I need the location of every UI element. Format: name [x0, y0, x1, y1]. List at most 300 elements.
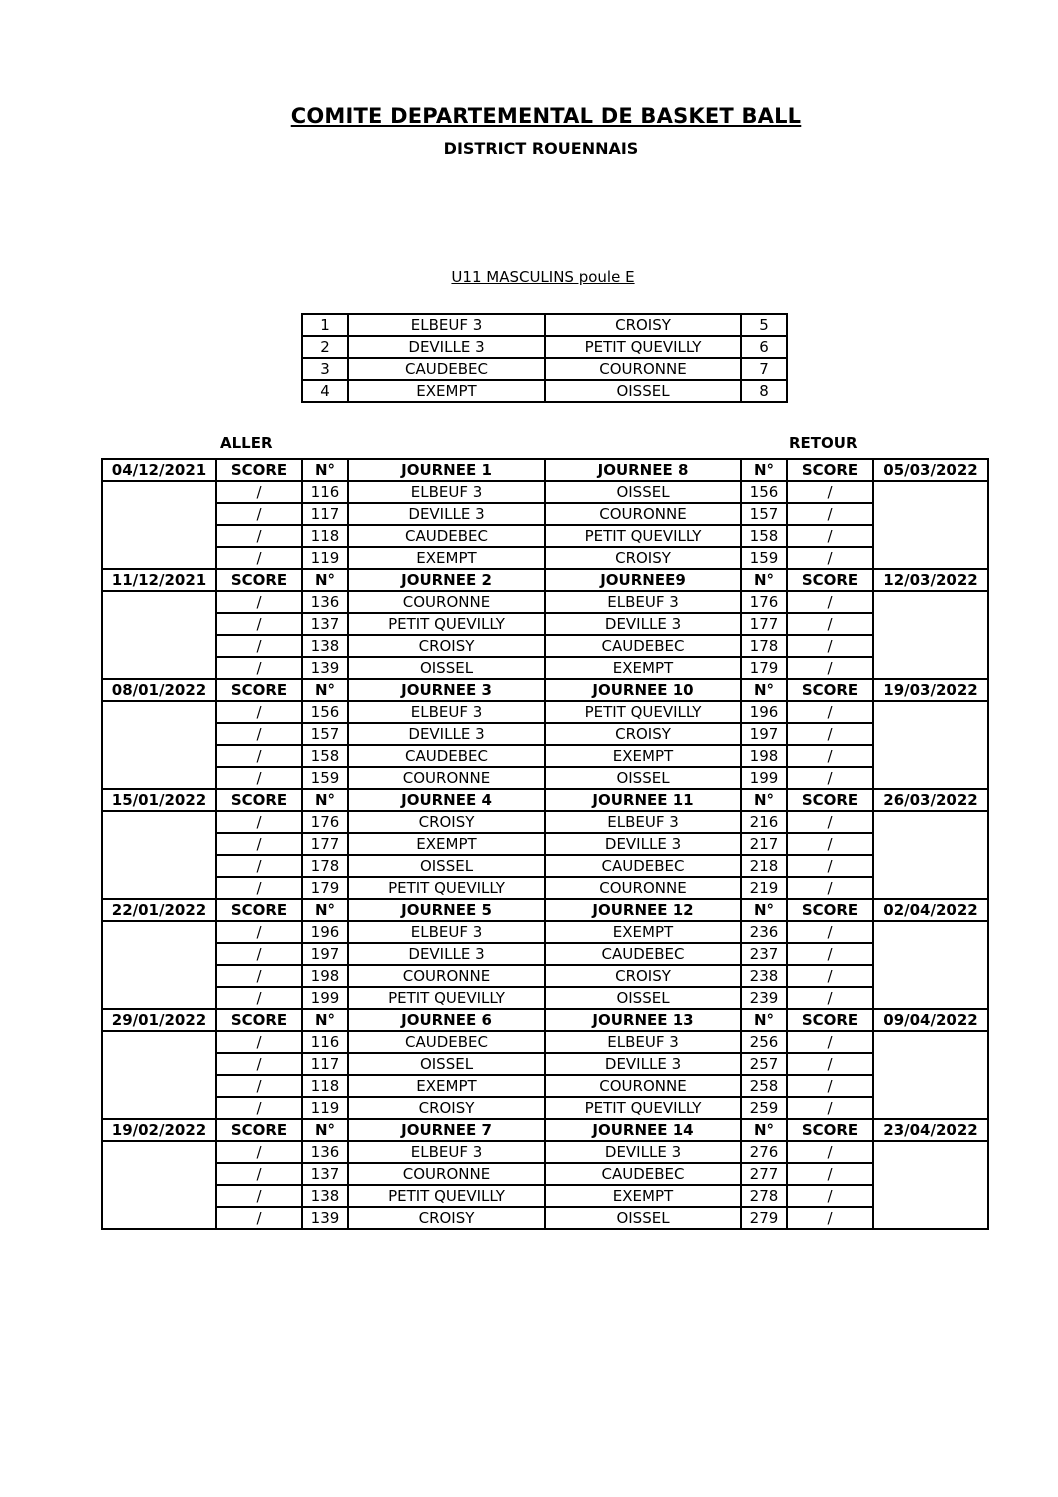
number-header: N° [741, 569, 787, 591]
empty-date-cell [102, 657, 216, 679]
retour-match-number: 239 [741, 987, 787, 1009]
retour-match-number: 158 [741, 525, 787, 547]
team-name: PETIT QUEVILLY [545, 336, 741, 358]
empty-date-cell [102, 921, 216, 943]
empty-date-cell [102, 591, 216, 613]
number-header: N° [302, 789, 348, 811]
score-header: SCORE [216, 1009, 302, 1031]
empty-date-cell [873, 855, 988, 877]
number-header: N° [302, 569, 348, 591]
match-row [102, 613, 988, 635]
aller-score: / [216, 877, 302, 899]
aller-match-number: 119 [302, 547, 348, 569]
aller-match-number: 119 [302, 1097, 348, 1119]
retour-score: / [787, 921, 873, 943]
empty-date-cell [873, 1185, 988, 1207]
match-row [102, 591, 988, 613]
retour-score: / [787, 723, 873, 745]
away-team: EXEMPT [545, 921, 741, 943]
away-team: CROISY [545, 547, 741, 569]
home-team: EXEMPT [348, 833, 545, 855]
retour-match-number: 176 [741, 591, 787, 613]
retour-date: 02/04/2022 [873, 899, 988, 921]
match-row [102, 525, 988, 547]
empty-date-cell [102, 1097, 216, 1119]
team-number: 2 [302, 336, 348, 358]
retour-score: / [787, 547, 873, 569]
retour-date: 09/04/2022 [873, 1009, 988, 1031]
retour-score: / [787, 635, 873, 657]
empty-date-cell [873, 657, 988, 679]
team-row [302, 380, 787, 402]
retour-match-number: 238 [741, 965, 787, 987]
aller-date: 04/12/2021 [102, 459, 216, 481]
retour-date: 12/03/2022 [873, 569, 988, 591]
home-team: OISSEL [348, 1053, 545, 1075]
empty-date-cell [873, 833, 988, 855]
retour-score: / [787, 855, 873, 877]
match-row [102, 811, 988, 833]
aller-journee: JOURNEE 3 [348, 679, 545, 701]
retour-match-number: 199 [741, 767, 787, 789]
empty-date-cell [873, 965, 988, 987]
aller-score: / [216, 525, 302, 547]
match-row [102, 833, 988, 855]
aller-date: 08/01/2022 [102, 679, 216, 701]
score-header: SCORE [216, 1119, 302, 1141]
aller-journee: JOURNEE 6 [348, 1009, 545, 1031]
round-header-row [102, 899, 988, 921]
aller-score: / [216, 745, 302, 767]
empty-date-cell [873, 503, 988, 525]
match-row [102, 723, 988, 745]
retour-match-number: 278 [741, 1185, 787, 1207]
aller-score: / [216, 855, 302, 877]
team-number: 3 [302, 358, 348, 380]
match-row [102, 855, 988, 877]
empty-date-cell [102, 943, 216, 965]
retour-match-number: 276 [741, 1141, 787, 1163]
empty-date-cell [873, 745, 988, 767]
home-team: DEVILLE 3 [348, 723, 545, 745]
empty-date-cell [102, 1031, 216, 1053]
retour-score: / [787, 767, 873, 789]
aller-match-number: 198 [302, 965, 348, 987]
home-team: COURONNE [348, 767, 545, 789]
number-header: N° [302, 679, 348, 701]
retour-score: / [787, 1163, 873, 1185]
team-name: ELBEUF 3 [348, 314, 545, 336]
empty-date-cell [873, 591, 988, 613]
team-number: 7 [741, 358, 787, 380]
away-team: COURONNE [545, 503, 741, 525]
retour-match-number: 256 [741, 1031, 787, 1053]
score-header: SCORE [216, 459, 302, 481]
empty-date-cell [873, 1163, 988, 1185]
home-team: CROISY [348, 1097, 545, 1119]
home-team: CROISY [348, 635, 545, 657]
aller-score: / [216, 657, 302, 679]
retour-date: 26/03/2022 [873, 789, 988, 811]
retour-match-number: 237 [741, 943, 787, 965]
match-row [102, 1207, 988, 1229]
retour-journee: JOURNEE 13 [545, 1009, 741, 1031]
retour-score: / [787, 503, 873, 525]
score-header: SCORE [787, 459, 873, 481]
empty-date-cell [873, 723, 988, 745]
empty-date-cell [102, 723, 216, 745]
aller-match-number: 157 [302, 723, 348, 745]
away-team: EXEMPT [545, 657, 741, 679]
retour-match-number: 236 [741, 921, 787, 943]
empty-date-cell [873, 921, 988, 943]
retour-score: / [787, 1207, 873, 1229]
home-team: DEVILLE 3 [348, 943, 545, 965]
match-row [102, 503, 988, 525]
aller-date: 22/01/2022 [102, 899, 216, 921]
home-team: CAUDEBEC [348, 1031, 545, 1053]
teams-table [301, 313, 788, 403]
team-name: CAUDEBEC [348, 358, 545, 380]
match-row [102, 877, 988, 899]
empty-date-cell [102, 1207, 216, 1229]
retour-match-number: 259 [741, 1097, 787, 1119]
number-header: N° [741, 899, 787, 921]
aller-score: / [216, 635, 302, 657]
retour-score: / [787, 965, 873, 987]
away-team: COURONNE [545, 1075, 741, 1097]
empty-date-cell [102, 1141, 216, 1163]
empty-date-cell [102, 1053, 216, 1075]
aller-date: 19/02/2022 [102, 1119, 216, 1141]
aller-match-number: 197 [302, 943, 348, 965]
aller-match-number: 137 [302, 1163, 348, 1185]
match-row [102, 987, 988, 1009]
retour-score: / [787, 745, 873, 767]
empty-date-cell [873, 811, 988, 833]
empty-date-cell [873, 481, 988, 503]
team-name: COURONNE [545, 358, 741, 380]
away-team: EXEMPT [545, 745, 741, 767]
retour-date: 23/04/2022 [873, 1119, 988, 1141]
retour-score: / [787, 1075, 873, 1097]
retour-match-number: 257 [741, 1053, 787, 1075]
empty-date-cell [873, 987, 988, 1009]
aller-score: / [216, 1185, 302, 1207]
schedule-table [101, 458, 989, 1230]
away-team: CAUDEBEC [545, 943, 741, 965]
retour-score: / [787, 1141, 873, 1163]
retour-journee: JOURNEE 10 [545, 679, 741, 701]
team-number: 1 [302, 314, 348, 336]
retour-match-number: 179 [741, 657, 787, 679]
aller-journee: JOURNEE 2 [348, 569, 545, 591]
match-row [102, 481, 988, 503]
home-team: CAUDEBEC [348, 745, 545, 767]
away-team: CAUDEBEC [545, 1163, 741, 1185]
number-header: N° [302, 459, 348, 481]
match-row [102, 657, 988, 679]
round-header-row [102, 1009, 988, 1031]
away-team: OISSEL [545, 481, 741, 503]
empty-date-cell [873, 767, 988, 789]
number-header: N° [741, 789, 787, 811]
retour-match-number: 219 [741, 877, 787, 899]
aller-match-number: 138 [302, 1185, 348, 1207]
retour-match-number: 258 [741, 1075, 787, 1097]
retour-match-number: 277 [741, 1163, 787, 1185]
aller-match-number: 199 [302, 987, 348, 1009]
aller-score: / [216, 965, 302, 987]
empty-date-cell [102, 965, 216, 987]
retour-score: / [787, 701, 873, 723]
home-team: COURONNE [348, 1163, 545, 1185]
home-team: EXEMPT [348, 1075, 545, 1097]
aller-match-number: 176 [302, 811, 348, 833]
retour-score: / [787, 943, 873, 965]
home-team: COURONNE [348, 965, 545, 987]
aller-match-number: 159 [302, 767, 348, 789]
score-header: SCORE [787, 899, 873, 921]
away-team: OISSEL [545, 767, 741, 789]
home-team: CROISY [348, 811, 545, 833]
empty-date-cell [102, 1163, 216, 1185]
match-row [102, 1075, 988, 1097]
retour-score: / [787, 525, 873, 547]
empty-date-cell [873, 547, 988, 569]
empty-date-cell [873, 635, 988, 657]
retour-score: / [787, 1031, 873, 1053]
retour-journee: JOURNEE 11 [545, 789, 741, 811]
retour-match-number: 196 [741, 701, 787, 723]
retour-journee: JOURNEE 8 [545, 459, 741, 481]
empty-date-cell [102, 745, 216, 767]
score-header: SCORE [216, 899, 302, 921]
aller-date: 15/01/2022 [102, 789, 216, 811]
retour-score: / [787, 613, 873, 635]
number-header: N° [741, 679, 787, 701]
home-team: CROISY [348, 1207, 545, 1229]
away-team: CAUDEBEC [545, 855, 741, 877]
retour-score: / [787, 833, 873, 855]
aller-match-number: 138 [302, 635, 348, 657]
empty-date-cell [873, 1207, 988, 1229]
aller-journee: JOURNEE 7 [348, 1119, 545, 1141]
team-name: DEVILLE 3 [348, 336, 545, 358]
away-team: PETIT QUEVILLY [545, 1097, 741, 1119]
aller-match-number: 196 [302, 921, 348, 943]
empty-date-cell [102, 767, 216, 789]
away-team: CROISY [545, 965, 741, 987]
retour-score: / [787, 1097, 873, 1119]
empty-date-cell [102, 547, 216, 569]
home-team: EXEMPT [348, 547, 545, 569]
retour-match-number: 217 [741, 833, 787, 855]
retour-label: RETOUR [789, 434, 858, 452]
retour-score: / [787, 1185, 873, 1207]
aller-score: / [216, 591, 302, 613]
aller-score: / [216, 1075, 302, 1097]
team-name: CROISY [545, 314, 741, 336]
retour-match-number: 197 [741, 723, 787, 745]
aller-score: / [216, 833, 302, 855]
team-row [302, 336, 787, 358]
empty-date-cell [102, 1185, 216, 1207]
home-team: PETIT QUEVILLY [348, 1185, 545, 1207]
away-team: OISSEL [545, 987, 741, 1009]
match-row [102, 1097, 988, 1119]
retour-score: / [787, 811, 873, 833]
home-team: CAUDEBEC [348, 525, 545, 547]
retour-score: / [787, 481, 873, 503]
empty-date-cell [873, 1097, 988, 1119]
away-team: CAUDEBEC [545, 635, 741, 657]
home-team: ELBEUF 3 [348, 1141, 545, 1163]
away-team: OISSEL [545, 1207, 741, 1229]
aller-date: 11/12/2021 [102, 569, 216, 591]
round-header-row [102, 789, 988, 811]
score-header: SCORE [787, 1119, 873, 1141]
empty-date-cell [873, 877, 988, 899]
match-row [102, 1031, 988, 1053]
aller-match-number: 139 [302, 657, 348, 679]
empty-date-cell [102, 613, 216, 635]
empty-date-cell [102, 525, 216, 547]
match-row [102, 1141, 988, 1163]
team-name: OISSEL [545, 380, 741, 402]
empty-date-cell [102, 503, 216, 525]
aller-label: ALLER [220, 434, 273, 452]
team-number: 6 [741, 336, 787, 358]
score-header: SCORE [787, 679, 873, 701]
empty-date-cell [873, 943, 988, 965]
match-row [102, 767, 988, 789]
team-number: 4 [302, 380, 348, 402]
score-header: SCORE [787, 569, 873, 591]
away-team: CROISY [545, 723, 741, 745]
aller-score: / [216, 1031, 302, 1053]
page-title: COMITE DEPARTEMENTAL DE BASKET BALL [290, 104, 802, 128]
empty-date-cell [873, 1075, 988, 1097]
number-header: N° [302, 1009, 348, 1031]
aller-journee: JOURNEE 5 [348, 899, 545, 921]
aller-match-number: 158 [302, 745, 348, 767]
team-number: 8 [741, 380, 787, 402]
round-header-row [102, 459, 988, 481]
aller-score: / [216, 701, 302, 723]
aller-score: / [216, 503, 302, 525]
retour-match-number: 218 [741, 855, 787, 877]
aller-date: 29/01/2022 [102, 1009, 216, 1031]
aller-score: / [216, 811, 302, 833]
home-team: ELBEUF 3 [348, 921, 545, 943]
home-team: PETIT QUEVILLY [348, 613, 545, 635]
match-row [102, 745, 988, 767]
retour-score: / [787, 1053, 873, 1075]
retour-match-number: 156 [741, 481, 787, 503]
aller-score: / [216, 1097, 302, 1119]
aller-match-number: 137 [302, 613, 348, 635]
empty-date-cell [873, 1141, 988, 1163]
aller-score: / [216, 1207, 302, 1229]
home-team: DEVILLE 3 [348, 503, 545, 525]
retour-score: / [787, 877, 873, 899]
aller-match-number: 179 [302, 877, 348, 899]
aller-score: / [216, 1141, 302, 1163]
empty-date-cell [873, 1053, 988, 1075]
retour-match-number: 159 [741, 547, 787, 569]
away-team: ELBEUF 3 [545, 1031, 741, 1053]
empty-date-cell [873, 1031, 988, 1053]
retour-date: 05/03/2022 [873, 459, 988, 481]
retour-date: 19/03/2022 [873, 679, 988, 701]
retour-score: / [787, 987, 873, 1009]
aller-match-number: 156 [302, 701, 348, 723]
retour-journee: JOURNEE 12 [545, 899, 741, 921]
empty-date-cell [102, 987, 216, 1009]
retour-journee: JOURNEE 14 [545, 1119, 741, 1141]
retour-score: / [787, 657, 873, 679]
home-team: OISSEL [348, 657, 545, 679]
away-team: ELBEUF 3 [545, 811, 741, 833]
retour-match-number: 178 [741, 635, 787, 657]
round-header-row [102, 569, 988, 591]
aller-match-number: 136 [302, 591, 348, 613]
score-header: SCORE [216, 789, 302, 811]
team-row [302, 358, 787, 380]
aller-score: / [216, 1053, 302, 1075]
aller-match-number: 136 [302, 1141, 348, 1163]
retour-match-number: 198 [741, 745, 787, 767]
match-row [102, 1185, 988, 1207]
empty-date-cell [873, 613, 988, 635]
away-team: ELBEUF 3 [545, 591, 741, 613]
away-team: DEVILLE 3 [545, 1141, 741, 1163]
empty-date-cell [102, 481, 216, 503]
aller-match-number: 139 [302, 1207, 348, 1229]
away-team: EXEMPT [545, 1185, 741, 1207]
aller-match-number: 116 [302, 481, 348, 503]
number-header: N° [741, 459, 787, 481]
away-team: COURONNE [545, 877, 741, 899]
aller-score: / [216, 547, 302, 569]
match-row [102, 547, 988, 569]
away-team: DEVILLE 3 [545, 1053, 741, 1075]
score-header: SCORE [216, 569, 302, 591]
score-header: SCORE [787, 789, 873, 811]
aller-match-number: 178 [302, 855, 348, 877]
score-header: SCORE [216, 679, 302, 701]
empty-date-cell [102, 811, 216, 833]
retour-match-number: 279 [741, 1207, 787, 1229]
home-team: ELBEUF 3 [348, 481, 545, 503]
number-header: N° [741, 1009, 787, 1031]
aller-score: / [216, 613, 302, 635]
aller-match-number: 118 [302, 1075, 348, 1097]
empty-date-cell [102, 635, 216, 657]
aller-journee: JOURNEE 4 [348, 789, 545, 811]
aller-score: / [216, 921, 302, 943]
empty-date-cell [102, 877, 216, 899]
empty-date-cell [873, 525, 988, 547]
retour-match-number: 216 [741, 811, 787, 833]
round-header-row [102, 1119, 988, 1141]
home-team: COURONNE [348, 591, 545, 613]
away-team: PETIT QUEVILLY [545, 701, 741, 723]
empty-date-cell [102, 701, 216, 723]
retour-match-number: 177 [741, 613, 787, 635]
round-header-row [102, 679, 988, 701]
